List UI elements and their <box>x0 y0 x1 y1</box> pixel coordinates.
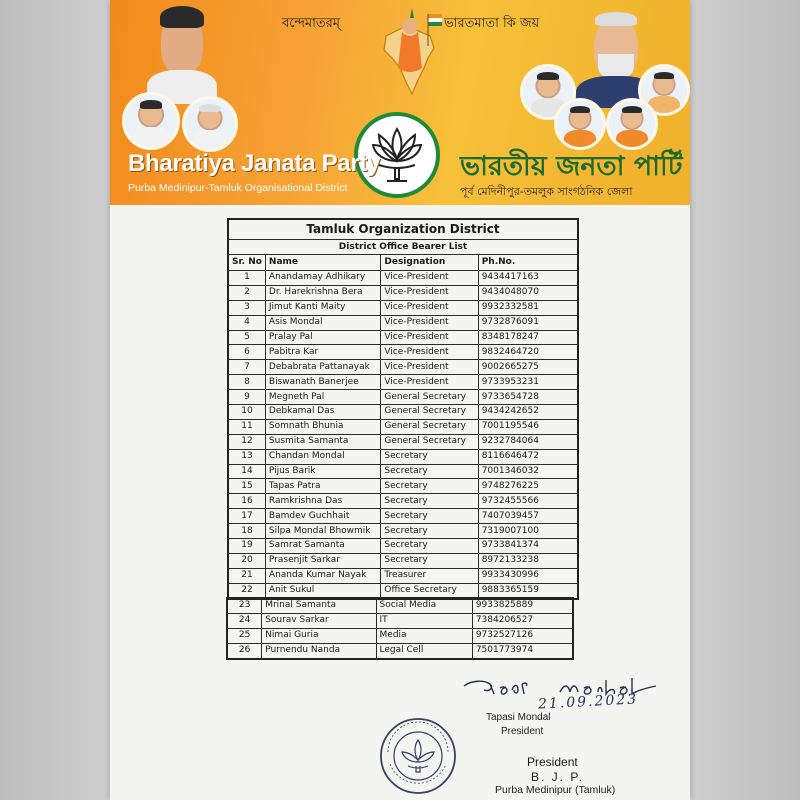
row-phone: 7319007100 <box>478 524 578 539</box>
row-name: Ananda Kumar Nayak <box>265 568 380 583</box>
row-phone: 8972133238 <box>478 553 578 568</box>
party-name-bengali: ভারতীয় জনতা পার্টি <box>460 151 683 182</box>
mother-india-icon <box>372 6 448 106</box>
leader-portrait-small-2 <box>182 96 238 152</box>
row-designation: Secretary <box>381 479 478 494</box>
row-name: Silpa Mondal Bhowmik <box>265 524 380 539</box>
row-designation: General Secretary <box>381 405 478 420</box>
row-name: Anit Sukul <box>265 583 380 598</box>
row-designation: Secretary <box>381 509 478 524</box>
row-phone: 9933430996 <box>478 568 578 583</box>
row-sr: 10 <box>228 405 265 420</box>
row-name: Prasenjit Sarkar <box>265 553 380 568</box>
row-sr: 14 <box>228 464 265 479</box>
row-designation: Vice-President <box>381 285 478 300</box>
col-header-sr: Sr. No <box>228 255 265 271</box>
row-designation: Vice-President <box>381 345 478 360</box>
row-designation: Vice-President <box>381 330 478 345</box>
row-designation: Treasurer <box>381 568 478 583</box>
row-sr: 4 <box>228 315 265 330</box>
row-sr: 23 <box>227 598 262 613</box>
slogan-bharat-mata: ভারতমাতা কি জয় <box>444 16 540 31</box>
row-phone: 9883365159 <box>478 583 578 598</box>
row-phone: 9732455566 <box>478 494 578 509</box>
row-name: Pijus Barik <box>265 464 380 479</box>
footer-president: President <box>527 755 578 769</box>
leader-portrait-large <box>140 4 224 104</box>
row-sr: 2 <box>228 285 265 300</box>
row-name: Megneth Pal <box>265 390 380 405</box>
table-row <box>228 553 578 568</box>
table-row <box>228 300 578 315</box>
row-name: Debabrata Pattanayak <box>265 360 380 375</box>
row-designation: Secretary <box>381 449 478 464</box>
row-designation: Vice-President <box>381 300 478 315</box>
row-sr: 24 <box>227 613 262 628</box>
row-sr: 21 <box>228 568 265 583</box>
table-row <box>228 315 578 330</box>
row-sr: 5 <box>228 330 265 345</box>
col-header-name: Name <box>265 255 380 271</box>
row-designation: IT <box>376 613 472 628</box>
leader-portrait-small-1 <box>122 92 180 150</box>
row-name: Ramkrishna Das <box>265 494 380 509</box>
row-designation: Vice-President <box>381 315 478 330</box>
table-row <box>228 345 578 360</box>
cells-table <box>226 597 574 660</box>
row-sr: 6 <box>228 345 265 360</box>
row-designation: Vice-President <box>381 375 478 390</box>
col-header-phone: Ph.No. <box>478 255 578 271</box>
row-name: Sourav Sarkar <box>262 613 376 628</box>
row-sr: 22 <box>228 583 265 598</box>
row-name: Dr. Harekrishna Bera <box>265 285 380 300</box>
table-row <box>228 449 578 464</box>
footer-party: B. J. P. <box>531 770 585 784</box>
row-name: Purnendu Nanda <box>262 643 376 658</box>
row-sr: 17 <box>228 509 265 524</box>
party-district-english: Purba Medinipur-Tamluk Organisational District <box>128 182 348 194</box>
row-name: Anandamay Adhikary <box>265 271 380 286</box>
row-name: Tapas Patra <box>265 479 380 494</box>
row-sr: 11 <box>228 419 265 434</box>
leader-portrait-right-3 <box>554 98 606 150</box>
row-phone: 7501773974 <box>472 643 573 658</box>
row-phone: 9434048070 <box>478 285 578 300</box>
row-sr: 8 <box>228 375 265 390</box>
table-row <box>228 494 578 509</box>
row-name: Bamdev Guchhait <box>265 509 380 524</box>
row-phone: 9832464720 <box>478 345 578 360</box>
office-bearer-table <box>227 218 579 600</box>
table-row <box>228 271 578 286</box>
row-designation: Secretary <box>381 494 478 509</box>
leader-portrait-right-4 <box>606 98 658 150</box>
table-row <box>227 628 573 643</box>
row-name: Debkamal Das <box>265 405 380 420</box>
table-row <box>228 419 578 434</box>
row-phone: 9434417163 <box>478 271 578 286</box>
row-designation: Vice-President <box>381 271 478 286</box>
row-sr: 25 <box>227 628 262 643</box>
slogan-vande-mataram: বন্দেমাতরম্ <box>282 16 341 31</box>
row-name: Biswanath Banerjee <box>265 375 380 390</box>
table-header-row <box>228 255 578 271</box>
footer-district: Purba Medinipur (Tamluk) <box>495 784 616 796</box>
row-name: Somnath Bhunia <box>265 419 380 434</box>
table-row <box>228 568 578 583</box>
row-sr: 3 <box>228 300 265 315</box>
row-phone: 9932332581 <box>478 300 578 315</box>
row-sr: 1 <box>228 271 265 286</box>
row-sr: 15 <box>228 479 265 494</box>
table-row <box>228 285 578 300</box>
row-sr: 13 <box>228 449 265 464</box>
party-district-bengali: পূর্ব মেদিনীপুর-তমলুক সাংগঠনিক জেলা <box>460 185 633 198</box>
document-page <box>110 0 690 800</box>
party-banner <box>110 0 690 205</box>
row-phone: 9732527126 <box>472 628 573 643</box>
row-phone: 9232784064 <box>478 434 578 449</box>
row-sr: 12 <box>228 434 265 449</box>
row-designation: Secretary <box>381 539 478 554</box>
table-row <box>228 375 578 390</box>
row-designation: Legal Cell <box>376 643 472 658</box>
table-row <box>228 539 578 554</box>
row-phone: 9933825889 <box>472 598 573 613</box>
table-row <box>228 390 578 405</box>
row-designation: General Secretary <box>381 419 478 434</box>
row-phone: 7001195546 <box>478 419 578 434</box>
row-phone: 9434242652 <box>478 405 578 420</box>
row-phone: 8116646472 <box>478 449 578 464</box>
row-name: Samrat Samanta <box>265 539 380 554</box>
row-name: Pabitra Kar <box>265 345 380 360</box>
table-row <box>228 360 578 375</box>
table-row <box>228 405 578 420</box>
row-phone: 9748276225 <box>478 479 578 494</box>
row-sr: 20 <box>228 553 265 568</box>
table-row <box>227 613 573 628</box>
table-row <box>228 509 578 524</box>
row-name: Chandan Mondal <box>265 449 380 464</box>
party-name-english: Bharatiya Janata Party <box>128 150 381 177</box>
row-sr: 7 <box>228 360 265 375</box>
row-sr: 9 <box>228 390 265 405</box>
signature-date: 21.09.2023 <box>537 691 639 713</box>
row-designation: Secretary <box>381 524 478 539</box>
table-row <box>227 643 573 658</box>
row-name: Pralay Pal <box>265 330 380 345</box>
row-phone: 9002665275 <box>478 360 578 375</box>
row-sr: 19 <box>228 539 265 554</box>
table-subtitle: District Office Bearer List <box>228 240 578 255</box>
row-name: Mrinal Samanta <box>262 598 376 613</box>
row-name: Nimai Guria <box>262 628 376 643</box>
signatory-role: President <box>501 726 544 737</box>
row-designation: Social Media <box>376 598 472 613</box>
row-designation: Vice-President <box>381 360 478 375</box>
table-row <box>228 464 578 479</box>
row-phone: 7407039457 <box>478 509 578 524</box>
table-row <box>228 330 578 345</box>
table-row <box>228 479 578 494</box>
row-designation: Media <box>376 628 472 643</box>
table-row <box>227 598 573 613</box>
row-designation: General Secretary <box>381 390 478 405</box>
row-phone: 9733654728 <box>478 390 578 405</box>
row-sr: 26 <box>227 643 262 658</box>
row-name: Asis Mondal <box>265 315 380 330</box>
table-title: Tamluk Organization District <box>228 219 578 240</box>
row-designation: Secretary <box>381 464 478 479</box>
row-designation: Office Secretary <box>381 583 478 598</box>
row-phone: 7001346032 <box>478 464 578 479</box>
row-phone: 9733953231 <box>478 375 578 390</box>
row-designation: General Secretary <box>381 434 478 449</box>
table-row <box>228 524 578 539</box>
row-phone: 8348178247 <box>478 330 578 345</box>
row-designation: Secretary <box>381 553 478 568</box>
row-phone: 9732876091 <box>478 315 578 330</box>
row-sr: 18 <box>228 524 265 539</box>
party-seal-stamp <box>378 716 458 796</box>
row-name: Susmita Samanta <box>265 434 380 449</box>
row-sr: 16 <box>228 494 265 509</box>
cells-table-body <box>227 598 573 659</box>
row-phone: 7384206527 <box>472 613 573 628</box>
row-name: Jimut Kanti Maity <box>265 300 380 315</box>
table-body <box>228 271 578 599</box>
col-header-designation: Designation <box>381 255 478 271</box>
signatory-name: Tapasi Mondal <box>486 712 551 723</box>
table-row <box>228 434 578 449</box>
row-phone: 9733841374 <box>478 539 578 554</box>
